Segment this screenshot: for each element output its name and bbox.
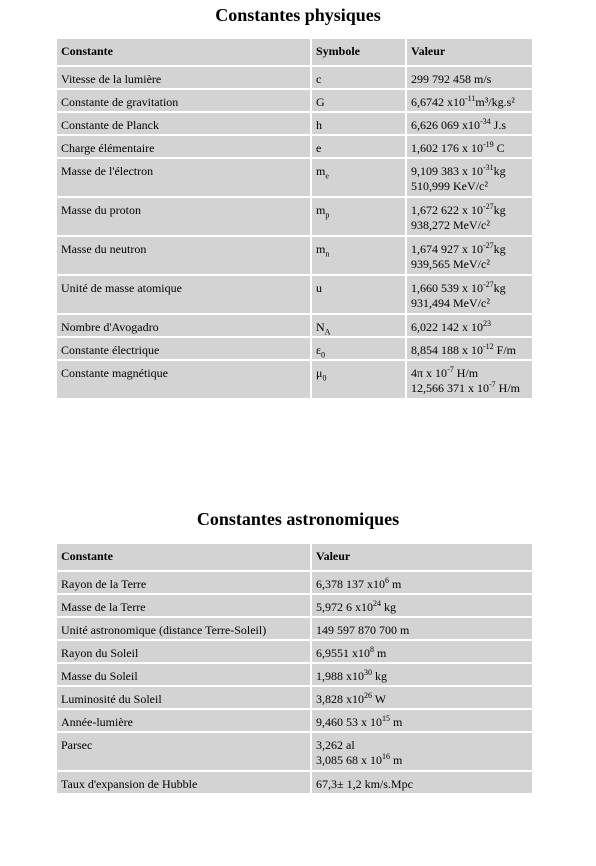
astronomical-constants-table — [55, 542, 534, 795]
constant-symbol: h — [312, 113, 405, 134]
table-row — [57, 572, 532, 593]
table-row — [57, 315, 532, 336]
constant-value: 149 597 870 700 m — [312, 618, 532, 639]
header-value: Valeur — [312, 544, 532, 570]
constant-name: Rayon du Soleil — [57, 641, 310, 662]
table-row — [57, 67, 532, 88]
table-row — [57, 733, 532, 770]
constant-symbol: c — [312, 67, 405, 88]
table-header-row — [57, 39, 532, 65]
constant-name: Masse du Soleil — [57, 664, 310, 685]
constant-symbol: $N_A$ — [312, 315, 405, 336]
constant-value: 9,460 53 x $10^{15}$ m — [312, 710, 532, 731]
constant-name: Constante électrique — [57, 338, 310, 359]
constant-symbol: $m_n$ — [312, 237, 405, 274]
constant-value: 299 792 458 m/s — [407, 67, 532, 88]
table-row — [57, 237, 532, 274]
constant-name: Rayon de la Terre — [57, 572, 310, 593]
table-row — [57, 687, 532, 708]
constant-symbol: e — [312, 136, 405, 157]
physical-constants-title: Constantes physiques — [215, 5, 381, 25]
constant-value: 8,854 188 x $10^{-12}$ F/m — [407, 338, 532, 359]
constant-value: 1,672 622 x $10^{-27}kg$ 938,272 MeV/c² — [407, 198, 532, 235]
table-header-row — [57, 544, 532, 570]
constant-value: 3,262 al 3,085 68 x $10^{16}$ m — [312, 733, 532, 770]
table-row — [57, 159, 532, 196]
constant-name: Constante de gravitation — [57, 90, 310, 111]
table-row — [57, 664, 532, 685]
header-constant: Constante — [57, 544, 310, 570]
table-row — [57, 113, 532, 134]
constant-symbol: $\mu_0$ — [312, 361, 405, 398]
constant-name: Constante magnétique — [57, 361, 310, 398]
constant-name: Masse du proton — [57, 198, 310, 235]
constant-symbol: G — [312, 90, 405, 111]
constant-value: 6,626 069 $x10^{-34}$ J.s — [407, 113, 532, 134]
table-row — [57, 595, 532, 616]
constant-value: 1,660 539 x $10^{-27}kg$ 931,494 MeV/c² — [407, 276, 532, 313]
table-row — [57, 772, 532, 793]
constant-symbol: $m_p$ — [312, 198, 405, 235]
table-row — [57, 710, 532, 731]
constant-name: Masse du neutron — [57, 237, 310, 274]
constant-name: Vitesse de la lumière — [57, 67, 310, 88]
constant-name: Charge élémentaire — [57, 136, 310, 157]
constant-symbol: $m_e$ — [312, 159, 405, 196]
constant-value: 3,828 $x10^{26}$ W — [312, 687, 532, 708]
constant-name: Taux d'expansion de Hubble — [57, 772, 310, 793]
table-row — [57, 361, 532, 398]
table-row — [57, 136, 532, 157]
physical-constants-table — [55, 37, 534, 400]
constant-value: 5,972 6 $x10^{24}$ kg — [312, 595, 532, 616]
constant-name: Unité astronomique (distance Terre-Soleil) — [57, 618, 310, 639]
constant-name: Luminosité du Soleil — [57, 687, 310, 708]
table-row — [57, 198, 532, 235]
header-value: Valeur — [407, 39, 532, 65]
constant-value: 1,674 927 x $10^{-27}kg$ 939,565 MeV/c² — [407, 237, 532, 274]
header-symbol: Symbole — [312, 39, 405, 65]
constant-value: 6,022 142 x $10^{23}$ — [407, 315, 532, 336]
constant-name: Masse de la Terre — [57, 595, 310, 616]
constant-symbol: u — [312, 276, 405, 313]
constant-value: 6,378 137 $x10^6$ m — [312, 572, 532, 593]
constant-name: Année-lumière — [57, 710, 310, 731]
table-row — [57, 641, 532, 662]
constant-value: 1,602 176 x $10^{-19}$ C — [407, 136, 532, 157]
constant-name: Parsec — [57, 733, 310, 770]
constant-value: 6,9551 $x10^8$ m — [312, 641, 532, 662]
table-row — [57, 618, 532, 639]
constant-name: Unité de masse atomique — [57, 276, 310, 313]
table-row — [57, 276, 532, 313]
table-row — [57, 90, 532, 111]
header-constant: Constante — [57, 39, 310, 65]
constant-name: Constante de Planck — [57, 113, 310, 134]
constant-value: 67,3± 1,2 km/s.Mpc — [312, 772, 532, 793]
constant-value: 6,6742 $x10^{-11}m^3/kg.s^2$ — [407, 90, 532, 111]
constant-name: Nombre d'Avogadro — [57, 315, 310, 336]
constant-value: 4π x $10^{-7}$ H/m 12,566 371 x $10^{-7}$ H/m — [407, 361, 532, 398]
constant-name: Masse de l'électron — [57, 159, 310, 196]
constant-symbol: $\varepsilon_0$ — [312, 338, 405, 359]
table-row — [57, 338, 532, 359]
constant-value: 9,109 383 x $10^{-31}kg$ 510,999 KeV/c² — [407, 159, 532, 196]
constant-value: 1,988 $x10^{30}$ kg — [312, 664, 532, 685]
astronomical-constants-title: Constantes astronomiques — [196, 509, 400, 529]
